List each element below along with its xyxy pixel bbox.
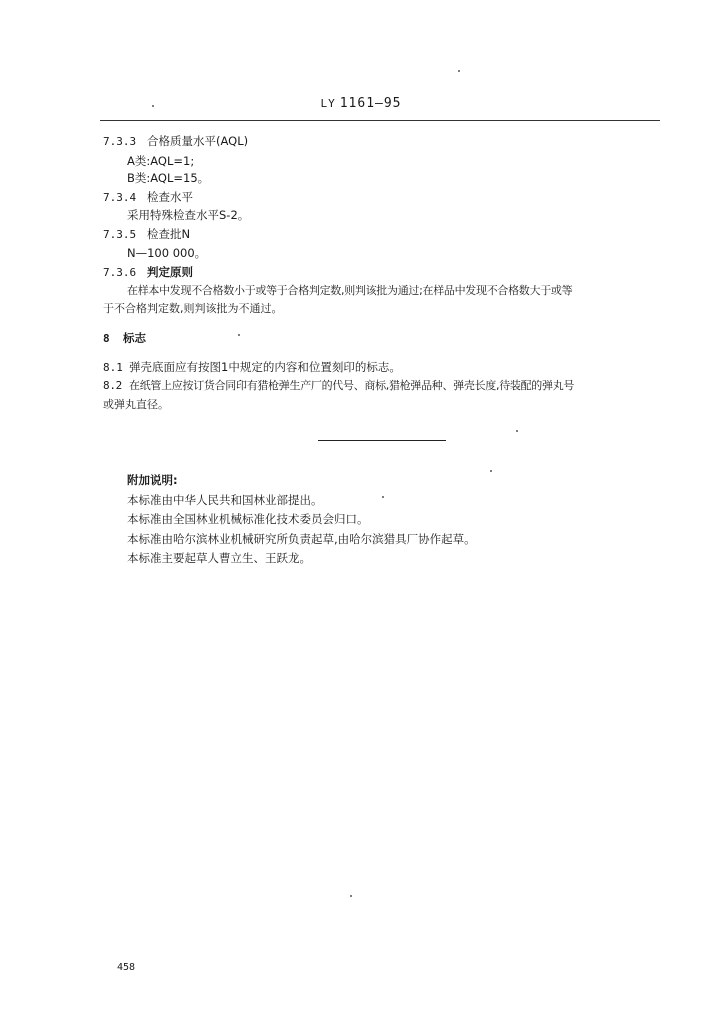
scan-speck <box>152 105 154 107</box>
section-8-2-line-2: 或弹丸直径。 <box>103 398 169 411</box>
standard-code-prefix: LY <box>320 97 336 110</box>
section-7-3-5-heading <box>103 226 190 243</box>
section-separator <box>318 440 446 441</box>
section-8-1-text: 弹壳底面应有按图1中规定的内容和位置刻印的标志。 <box>129 360 401 374</box>
section-8-1 <box>103 359 401 376</box>
section-8-2-text: 在纸管上应按订货合同印有猎枪弹生产厂的代号、商标,猎枪弹品种、弹壳长度,待装配的弹丸号 <box>129 379 575 392</box>
aql-class-a: A类:AQL=1; <box>127 154 195 168</box>
section-number: 7.3.4 <box>103 191 137 204</box>
page-number: 458 <box>117 962 136 973</box>
appendix-line-3: 本标准由哈尔滨林业机械研究所负责起草,由哈尔滨猎具厂协作起草。 <box>127 532 476 546</box>
section-number: 8.1 <box>103 361 123 374</box>
standard-code: 1161—95 <box>339 96 402 111</box>
appendix-line-4: 本标准主要起草人曹立生、王跃龙。 <box>127 551 311 565</box>
section-number: 7.3.6 <box>103 266 137 279</box>
section-7-3-6-heading <box>103 264 193 281</box>
appendix-line-2: 本标准由全国林业机械标准化技术委员会归口。 <box>127 512 369 526</box>
section-8-2-line-1 <box>103 378 574 394</box>
section-7-3-4-heading <box>103 189 193 206</box>
section-title: 判定原则 <box>147 265 193 279</box>
section-7-3-4-body: 采用特殊检查水平S-2。 <box>127 208 250 222</box>
scan-speck <box>350 895 352 897</box>
section-number: 7.3.5 <box>103 228 137 241</box>
section-number: 8.2 <box>103 379 122 392</box>
scan-speck <box>382 496 384 498</box>
section-number: 8 <box>103 332 110 345</box>
section-7-3-6-body-line-1: 在样本中发现不合格数小于或等于合格判定数,则判该批为通过;在样品中发现不合格数大于或等 <box>127 284 573 297</box>
section-number: 7.3.3 <box>103 135 137 148</box>
standard-code-header <box>0 96 722 111</box>
scan-speck <box>516 430 518 432</box>
scan-speck <box>238 334 240 336</box>
section-7-3-6-body-line-2: 于不合格判定数,则判该批为不通过。 <box>103 302 283 315</box>
aql-class-b: B类:AQL=15。 <box>127 171 210 185</box>
section-title: 合格质量水平(AQL) <box>147 134 249 148</box>
header-rule <box>100 120 660 121</box>
scan-speck <box>490 470 492 472</box>
section-title: 标志 <box>123 331 146 345</box>
section-8-heading <box>103 330 146 347</box>
section-7-3-5-body: N—100 000。 <box>127 246 207 260</box>
scan-speck <box>458 70 460 72</box>
section-title: 检查批N <box>147 227 191 241</box>
appendix-title: 附加说明: <box>127 473 178 487</box>
appendix-line-1: 本标准由中华人民共和国林业部提出。 <box>127 493 323 507</box>
section-7-3-3-heading <box>103 133 248 150</box>
section-title: 检查水平 <box>147 190 193 204</box>
